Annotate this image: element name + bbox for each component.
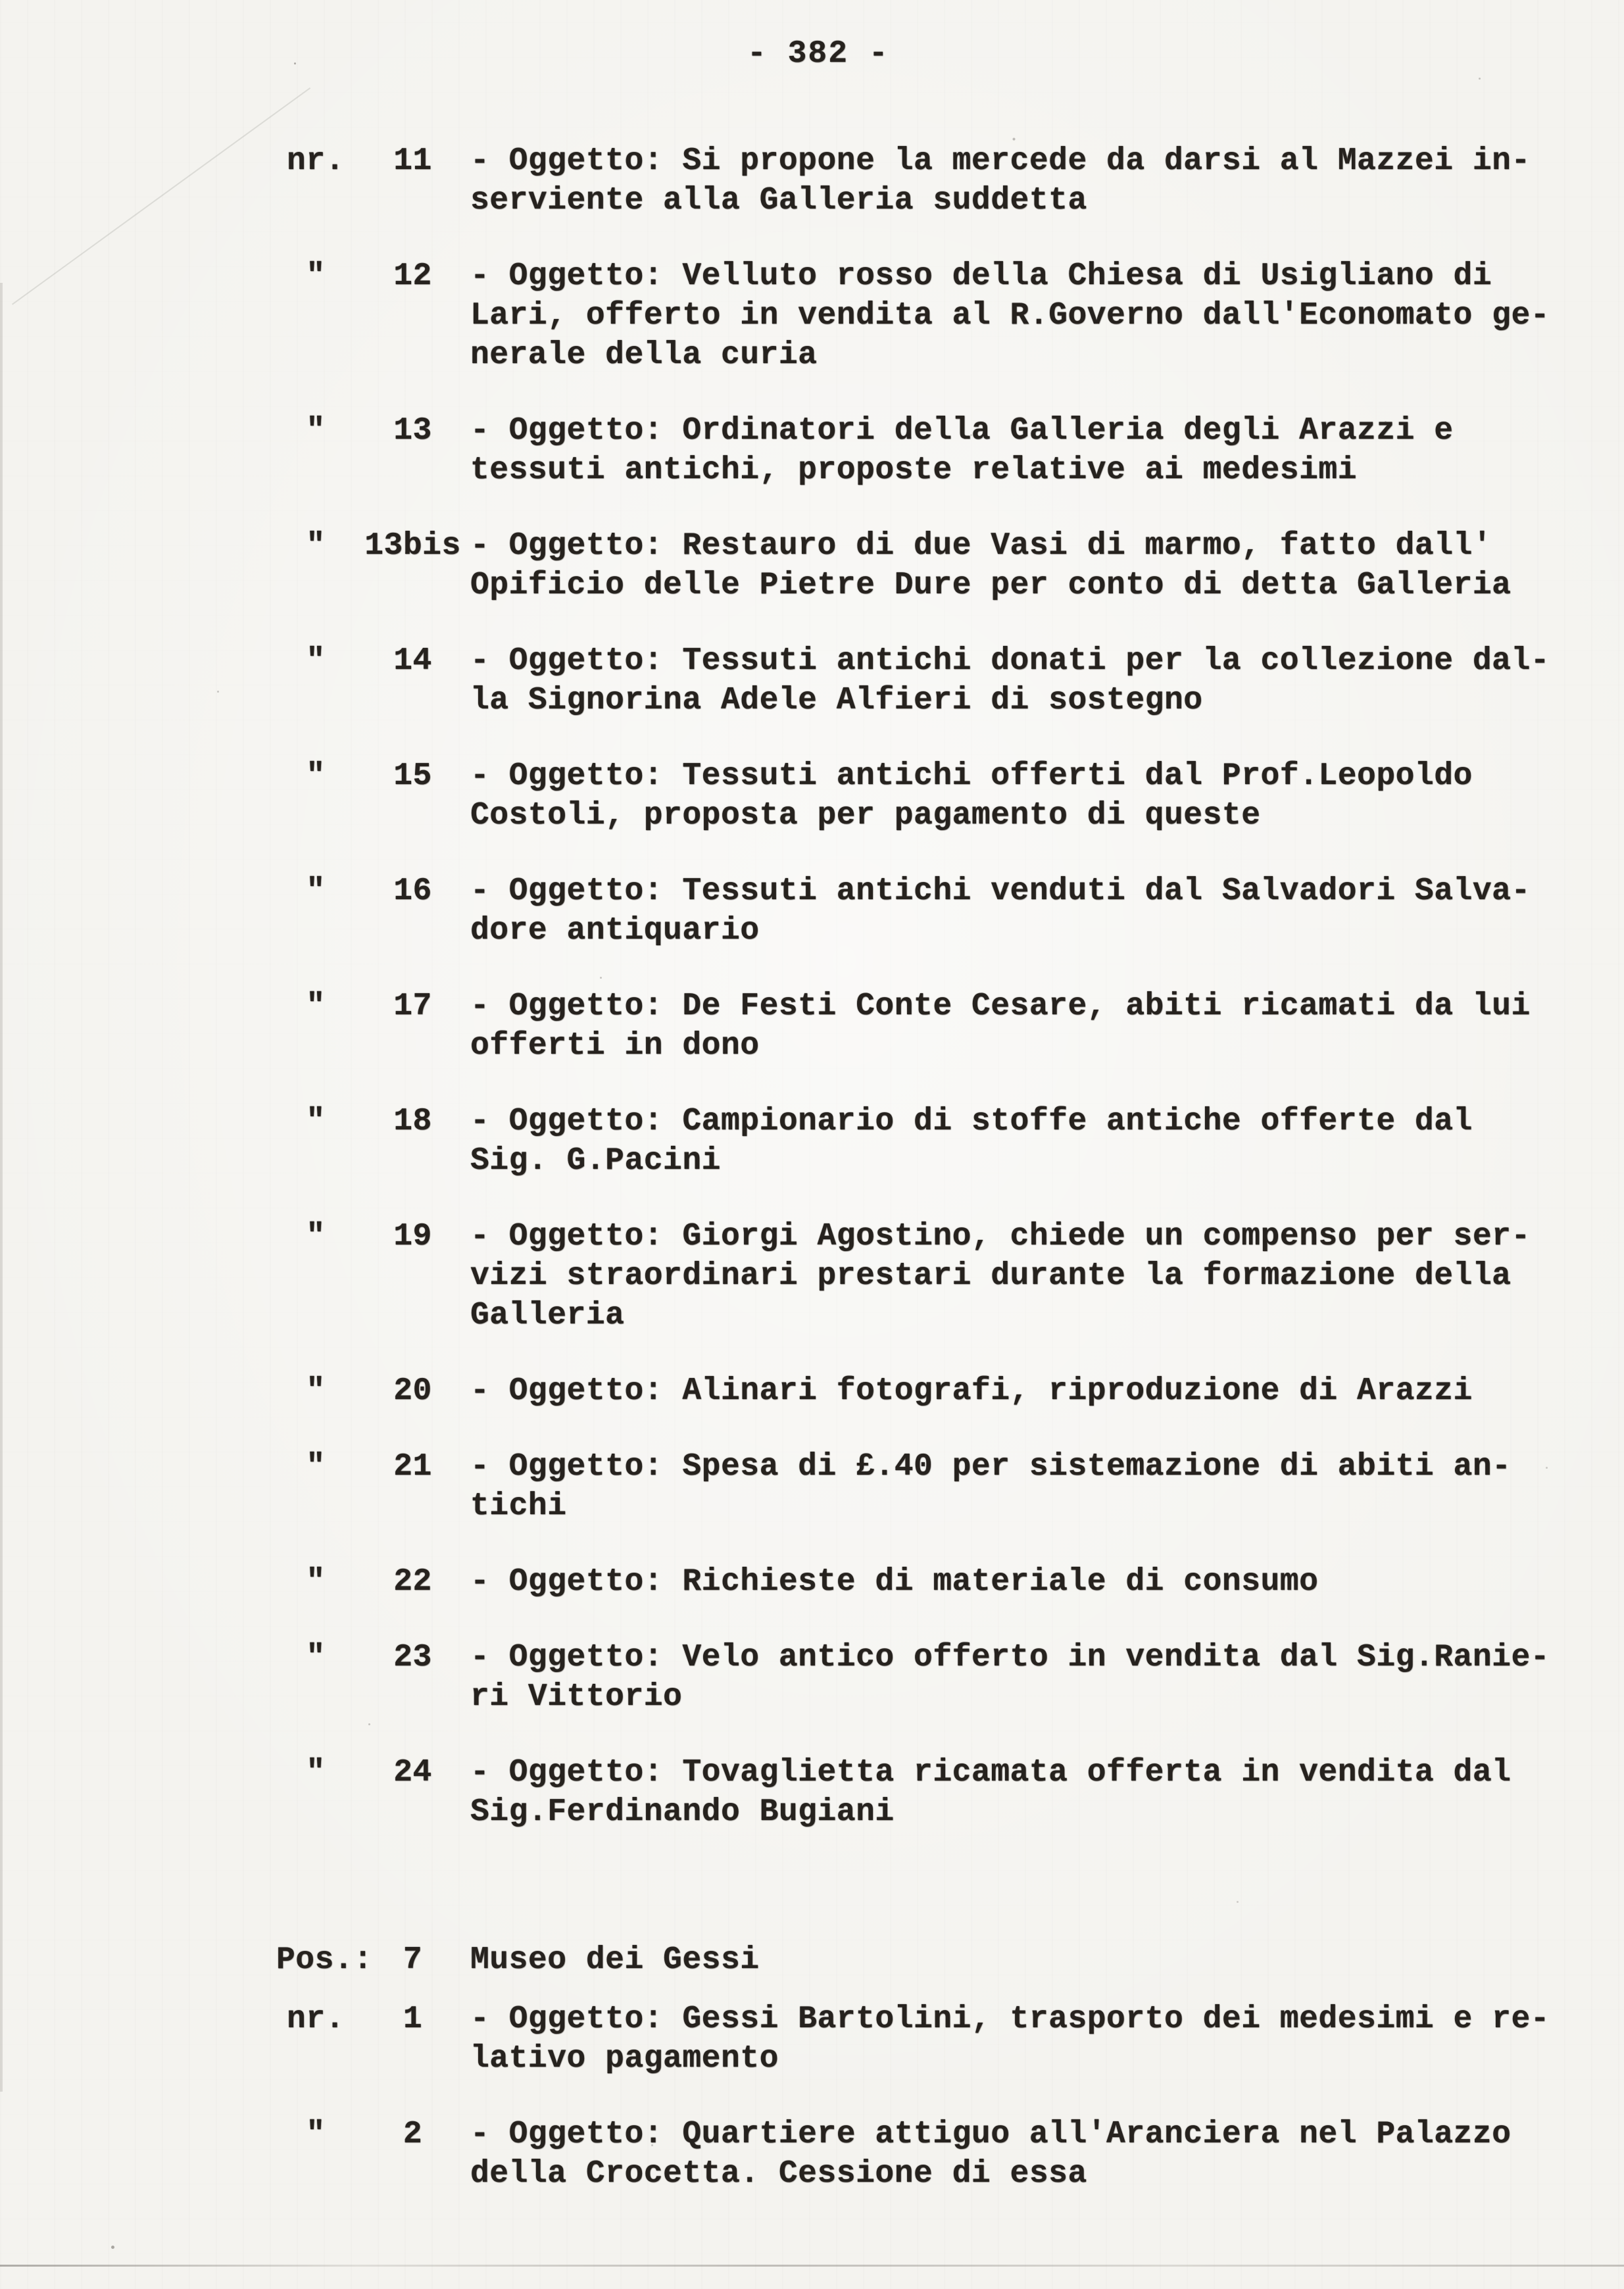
entry-number: 20 — [393, 1373, 432, 1409]
entry-line: - Oggetto: Richieste di materiale di consumo — [470, 1564, 1319, 1600]
entry-description — [470, 141, 1585, 220]
entry-number: 14 — [393, 643, 432, 679]
entry-description — [470, 641, 1585, 720]
entry-line: Opificio delle Pietre Dure per conto di detta Galleria — [470, 568, 1512, 603]
position-number: 7 — [403, 1942, 423, 1978]
entry-line: - Oggetto: Restauro di due Vasi di marmo, fatto dall' — [470, 528, 1492, 564]
entry-label: " — [306, 758, 326, 794]
entry-line: nerale della curia — [470, 337, 818, 373]
entry-line: - Oggetto: Quartiere attiguo all'Aranciera nel Palazzo — [470, 2117, 1512, 2152]
entry-label: " — [306, 2117, 326, 2152]
catalog-entry-11 — [276, 141, 1585, 220]
entry-description — [470, 411, 1585, 490]
entry-line: ri Vittorio — [470, 1679, 683, 1715]
entry-line: Sig. G.Pacini — [470, 1143, 721, 1179]
entry-number: 13bis — [364, 528, 461, 564]
catalog-entry-gessi-2 — [276, 2115, 1585, 2194]
entry-line: Lari, offerto in vendita al R.Governo dall'Economato ge- — [470, 298, 1550, 333]
entry-line: la Signorina Adele Alfieri di sostegno — [470, 683, 1203, 718]
scan-edge-shadow — [0, 283, 3, 2092]
catalog-entry-16 — [276, 872, 1585, 950]
entry-line: - Oggetto: Ordinatori della Galleria degli Arazzi e — [470, 413, 1454, 449]
catalog-entry-14 — [276, 641, 1585, 720]
entry-description — [470, 1217, 1585, 1335]
entry-line: - Oggetto: Tessuti antichi venduti dal Salvadori Salva- — [470, 874, 1531, 909]
entry-number: 2 — [403, 2117, 423, 2152]
entry-label: " — [306, 528, 326, 564]
entry-description — [470, 756, 1585, 835]
entry-description — [470, 872, 1585, 950]
catalog-entry-15 — [276, 756, 1585, 835]
catalog-entry-18 — [276, 1102, 1585, 1181]
catalog-entry-24 — [276, 1753, 1585, 1832]
catalog-entry-22 — [276, 1562, 1585, 1602]
entry-line: - Oggetto: Si propone la mercede da darsi al Mazzei in- — [470, 143, 1531, 179]
catalog-entry-13 — [276, 411, 1585, 490]
catalog-entry-20 — [276, 1371, 1585, 1411]
entry-number: 18 — [393, 1104, 432, 1139]
scan-bottom-line — [0, 2265, 1624, 2267]
entry-description — [470, 1638, 1585, 1717]
position-header — [276, 1940, 1585, 1980]
entry-label: nr. — [287, 143, 345, 179]
entry-line: - Oggetto: Giorgi Agostino, chiede un compenso per ser- — [470, 1219, 1531, 1254]
entry-line: - Oggetto: Tessuti antichi donati per la collezione dal- — [470, 643, 1550, 679]
entry-number: 23 — [393, 1640, 432, 1675]
position-title: Museo dei Gessi — [470, 1942, 760, 1978]
entry-line: - Oggetto: Campionario di stoffe antiche offerte dal — [470, 1104, 1473, 1139]
entry-line: Sig.Ferdinando Bugiani — [470, 1794, 895, 1830]
entry-description — [470, 2115, 1585, 2194]
catalog-entry-12 — [276, 257, 1585, 375]
entry-line: dore antiquario — [470, 913, 760, 948]
entry-number: 22 — [393, 1564, 432, 1600]
entry-line: - Oggetto: Gessi Bartolini, trasporto dei medesimi e re- — [470, 2002, 1550, 2037]
entry-label: " — [306, 1219, 326, 1254]
section-arazzi — [276, 141, 1585, 1832]
entry-label: " — [306, 1449, 326, 1485]
entry-line: della Crocetta. Cessione di essa — [470, 2156, 1087, 2192]
catalog-entry-21 — [276, 1447, 1585, 1526]
entry-line: - Oggetto: Tessuti antichi offerti dal Prof.Leopoldo — [470, 758, 1473, 794]
entry-line: offerti in dono — [470, 1028, 760, 1064]
entry-description — [470, 2000, 1585, 2079]
entry-description — [470, 987, 1585, 1066]
entry-label: " — [306, 874, 326, 909]
entry-number: 13 — [393, 413, 432, 449]
entry-line: - Oggetto: Velluto rosso della Chiesa di Usigliano di — [470, 258, 1492, 294]
entry-description — [470, 1102, 1585, 1181]
entry-line: - Oggetto: Alinari fotografi, riproduzione di Arazzi — [470, 1373, 1473, 1409]
entry-line: - Oggetto: Velo antico offerto in vendita dal Sig.Ranie- — [470, 1640, 1550, 1675]
entry-number: 19 — [393, 1219, 432, 1254]
scan-scratch-artifact — [12, 87, 310, 305]
entry-number: 1 — [403, 2002, 423, 2037]
entry-description — [470, 526, 1585, 605]
catalog-entry-gessi-1 — [276, 2000, 1585, 2079]
entry-number: 11 — [393, 143, 432, 179]
entry-label: nr. — [287, 2002, 345, 2037]
entry-description — [470, 257, 1585, 375]
entry-line: serviente alla Galleria suddetta — [470, 183, 1087, 218]
entry-number: 17 — [393, 989, 432, 1024]
entry-description — [470, 1753, 1585, 1832]
entry-line: - Oggetto: De Festi Conte Cesare, abiti ricamati da lui — [470, 989, 1531, 1024]
entry-number: 24 — [393, 1755, 432, 1790]
entry-line: Galleria — [470, 1298, 625, 1333]
entry-line: lativo pagamento — [470, 2041, 779, 2077]
entry-label: " — [306, 1640, 326, 1675]
scan-noise-specks — [294, 62, 296, 64]
entry-line: - Oggetto: Tovaglietta ricamata offerta in vendita dal — [470, 1755, 1512, 1790]
entry-line: vizi straordinari prestari durante la formazione della — [470, 1258, 1512, 1294]
section-museo-gessi — [276, 1868, 1585, 2194]
entry-description — [470, 1562, 1585, 1602]
catalog-entry-19 — [276, 1217, 1585, 1335]
entry-label: " — [306, 989, 326, 1024]
entry-number: 15 — [393, 758, 432, 794]
entry-line: - Oggetto: Spesa di £.40 per sistemazione di abiti an- — [470, 1449, 1512, 1485]
entry-number: 16 — [393, 874, 432, 909]
entry-number: 21 — [393, 1449, 432, 1485]
catalog-entry-17 — [276, 987, 1585, 1066]
catalog-entry-13bis — [276, 526, 1585, 605]
entry-label: " — [306, 1755, 326, 1790]
position-label: Pos.: — [276, 1942, 373, 1978]
entry-label: " — [306, 1104, 326, 1139]
entry-label: " — [306, 413, 326, 449]
catalog-content — [276, 141, 1585, 2230]
page-number: - 382 - — [747, 36, 889, 72]
entry-label: " — [306, 258, 326, 294]
entry-label: " — [306, 643, 326, 679]
entry-label: " — [306, 1564, 326, 1600]
entry-label: " — [306, 1373, 326, 1409]
entry-line: tessuti antichi, proposte relative ai medesimi — [470, 453, 1358, 488]
entry-description — [470, 1447, 1585, 1526]
entry-line: Costoli, proposta per pagamento di queste — [470, 798, 1261, 833]
entry-number: 12 — [393, 258, 432, 294]
catalog-entry-23 — [276, 1638, 1585, 1717]
entry-line: tichi — [470, 1489, 567, 1524]
entry-description — [470, 1371, 1585, 1411]
